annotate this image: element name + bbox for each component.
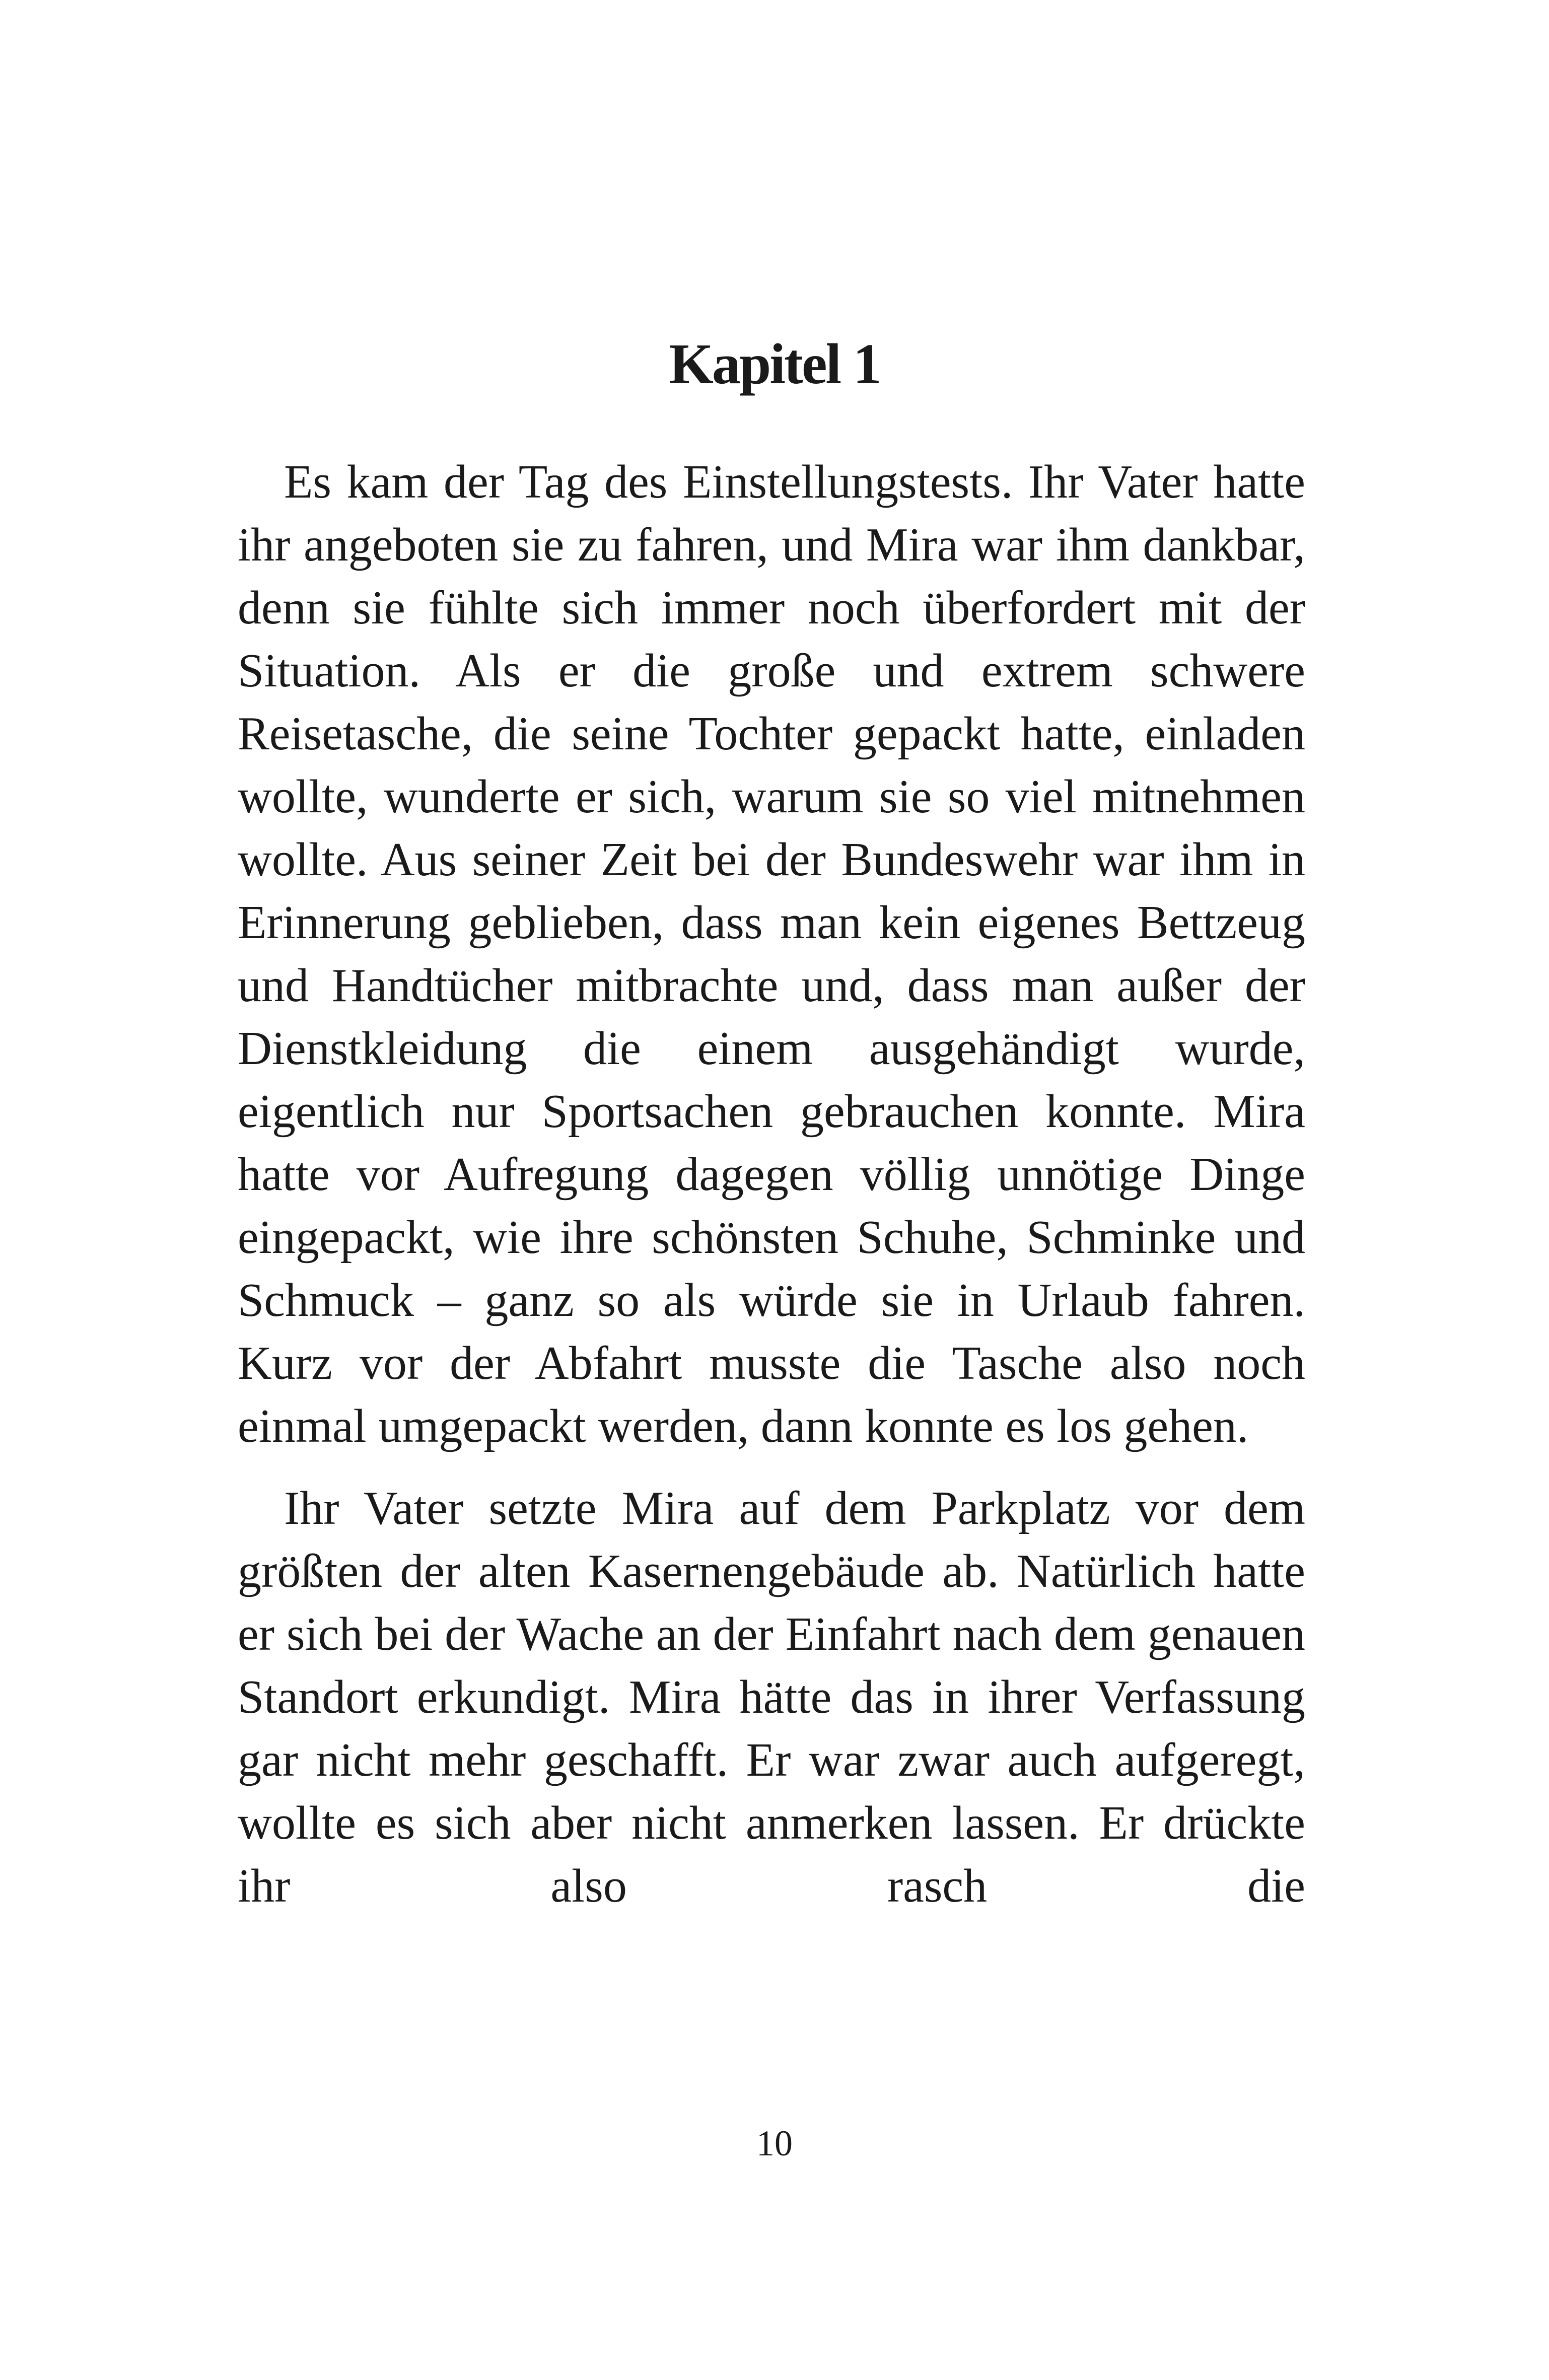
body-text [238,451,1305,1918]
paragraph-1: Es kam der Tag des Einstellungstests. Ihr Vater hatte ihr angeboten sie zu fahren, und Mira war ihm dankbar, denn sie fühlte sich immer noch überfordert mit der Situation. Als er die große und extrem schwere Reisetasche, die seine Tochter gepackt hatte, einladen wollte, wunderte er sich, warum sie so viel mitnehmen wollte. Aus seiner Zeit bei der Bundeswehr war ihm in Erinnerung geblieben, dass man kein eigenes Bettzeug und Handtücher mitbrachte und, dass man außer der Dienstkleidung die einem ausgehändigt wurde, eigentlich nur Sportsachen gebrauchen konnte. Mira hatte vor Aufregung dagegen völlig unnötige Dinge eingepackt, wie ihre schönsten Schuhe, Schminke und Schmuck – ganz so als würde sie in Urlaub fahren. Kurz vor der Abfahrt musste die Tasche also noch einmal umgepackt werden, dann konnte es los gehen. [238,456,1305,1452]
chapter-title: Kapitel 1 [669,332,880,396]
paragraph-2: Ihr Vater setzte Mira auf dem Parkplatz vor dem größten der alten Kasernengebäude ab. Natürlich hatte er sich bei der Wache an der Einfahrt nach dem genauen Standort erkundigt. Mira hätte das in ihrer Verfassung gar nicht mehr geschafft. Er war zwar auch aufgeregt, wollte es sich aber nicht anmerken lassen. Er drückte ihr also rasch die [238,1482,1305,1912]
page-number: 10 [756,2123,793,2163]
